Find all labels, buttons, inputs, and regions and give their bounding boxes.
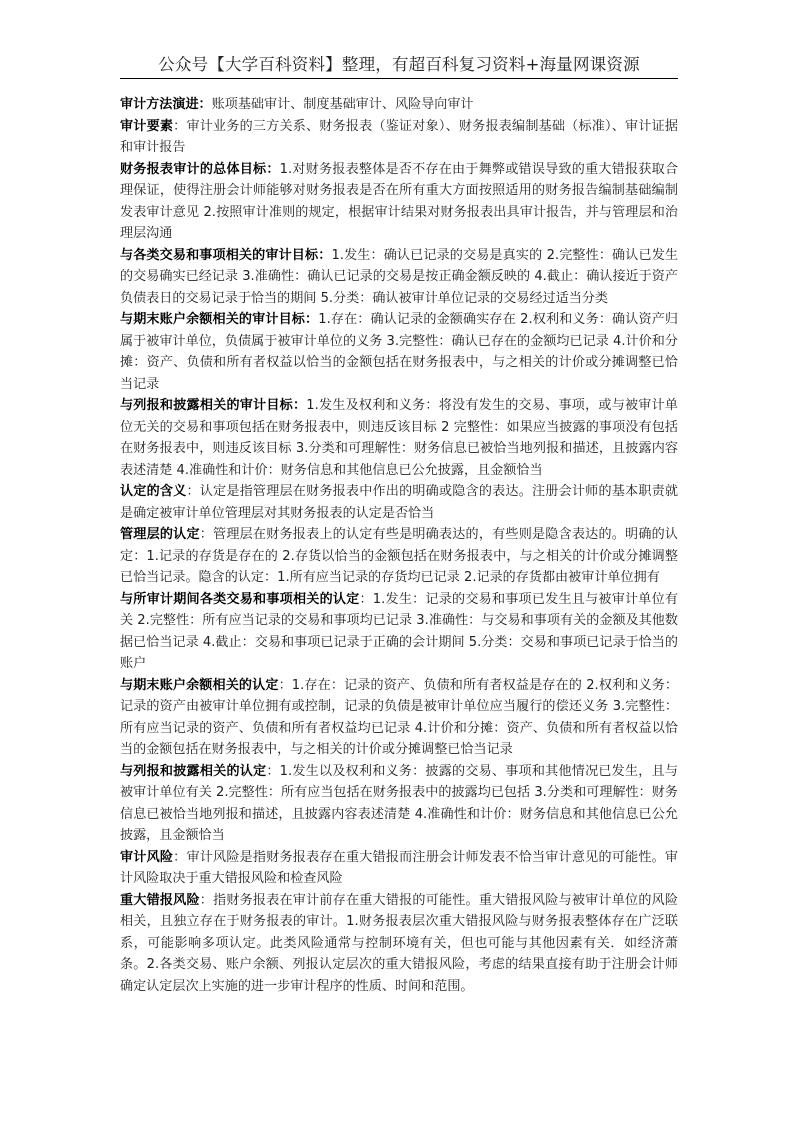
paragraph-overall-objective: [120, 159, 678, 245]
paragraph-label: 与各类交易和事项相关的审计目标：: [120, 247, 332, 263]
paragraph-disclosure-objectives: [120, 395, 678, 481]
paragraph-text: ：1.存在：记录的资产、负债和所有者权益是存在的 2.权利和义务：记录的资产由被审计单位拥有或控制，记录的负债是被审计单位应当履行的偿还义务 3.完整性：所有应当记录的资产、负债和所有者权益均已记录 4.计价和分摊：资产、负债和所有者权益以恰当的金额包括在财务报表中，与之相关的计价或分摊调整已恰当记录: [120, 677, 679, 757]
page-header: 公众号【大学百科资料】整理，有超百科复习资料+海量网课资源: [158, 55, 640, 74]
paragraph-disclosure-assertions: [120, 761, 678, 847]
paragraph-text: ：管理层在财务报表上的认定有些是明确表达的，有些则是隐含表达的。明确的认定：1.记录的存货是存在的 2.存货以恰当的金额包括在财务报表中，与之相关的计价或分摊调整已恰当记录。隐含的认定：1.所有应当记录的存货均已记录 2.记录的存货都由被审计单位拥有: [120, 527, 679, 585]
document-body: [120, 94, 678, 997]
paragraph-label: 重大错报风险: [120, 892, 200, 908]
paragraph-text: ：认定是指管理层在财务报表中作出的明确或隐含的表达。注册会计师的基本职责就是确定被审计单位管理层对其财务报表的认定是否恰当: [120, 484, 678, 521]
paragraph-audit-elements: [120, 116, 678, 159]
paragraph-label: 与所审计期间各类交易和事项相关的认定: [120, 591, 360, 607]
header-divider: [120, 78, 678, 79]
paragraph-label: 与列报和披露相关的认定: [120, 763, 267, 779]
paragraph-audit-method-evolution: [120, 94, 678, 116]
paragraph-label: 审计方法演进：: [120, 97, 212, 112]
paragraph-assertion-meaning: [120, 481, 678, 524]
paragraph-audit-risk: [120, 847, 678, 890]
paragraph-text: ：1.发生以及权利和义务：披露的交易、事项和其他情况已发生，且与被审计单位有关 2.完整性：所有应当包括在财务报表中的披露均已包括 3.分类和可理解性：财务信息已被恰当地列报和描述，且披露内容表述清楚 4.准确性和计价：财务信息和其他信息已公允披露，且金额恰当: [120, 763, 678, 843]
paragraph-label: 管理层的认定: [120, 527, 200, 542]
paragraph-label: 与列报和披露相关的审计目标：: [120, 398, 307, 413]
paragraph-label: 与期末账户余额相关的认定: [120, 677, 279, 693]
paragraph-text: ：审计风险是指财务报表存在重大错报而注册会计师发表不恰当审计意见的可能性。审计风险取决于重大错报风险和检查风险: [120, 849, 679, 886]
paragraph-text: 1.对财务报表整体是否不存在由于舞弊或错误导致的重大错报获取合理保证，使得注册会计师能够对财务报表是否在所有重大方面按照适用的财务报告编制基础编制发表审计意见 2.按照审计准则的规定，根据审计结果对财务报表出具审计报告，并与管理层和治理层沟通: [120, 161, 679, 241]
paragraph-balance-objectives: [120, 309, 678, 395]
paragraph-text: 1.发生及权利和义务：将没有发生的交易、事项，或与被审计单位无关的交易和事项包括在财务报表中，则违反该目标 2 完整性：如果应当披露的事项没有包括在财务报表中，则违反该目标 3.分类和可理解性：财务信息已被恰当地列报和描述，且披露内容表述清楚 4.准确性和计价：财务信息和其他信息已公允披露，且金额恰当: [120, 398, 679, 478]
paragraph-label: 审计风险: [120, 849, 174, 865]
paragraph-label: 认定的含义: [120, 484, 187, 499]
paragraph-management-assertions: [120, 524, 678, 589]
paragraph-balance-assertions: [120, 675, 678, 761]
paragraph-label: 审计要素: [120, 118, 174, 134]
paragraph-label: 财务报表审计的总体目标：: [120, 161, 280, 177]
paragraph-transaction-objectives: [120, 245, 678, 310]
paragraph-text: 1.存在：确认记录的金额确实存在 2.权利和义务：确认资产归属于被审计单位，负债属于被审计单位的义务 3.完整性：确认已存在的金额均已记录 4.计价和分摊：资产、负债和所有者权益以恰当的金额包括在财务报表中，与之相关的计价或分摊调整已恰当记录: [120, 312, 678, 392]
paragraph-transaction-assertions: [120, 589, 678, 675]
paragraph-text: ：1.发生：记录的交易和事项已发生且与被审计单位有关 2.完整性：所有应当记录的交易和事项均已记录 3.准确性：与交易和事项有关的金额及其他数据已恰当记录 4.截止：交易和事项已记录于正确的会计期间 5.分类：交易和事项已记录于恰当的账户: [120, 591, 679, 671]
paragraph-text: 账项基础审计、制度基础审计、风险导向审计: [211, 97, 474, 112]
paragraph-text: 1.发生：确认已记录的交易是真实的 2.完整性：确认已发生的交易确实已经记录 3.准确性：确认已记录的交易是按正确金额反映的 4.截止：确认接近于资产负债表日的交易记录于恰当的期间 5.分类：确认被审计单位记录的交易经过适当分类: [120, 247, 679, 306]
paragraph-text: ：指财务报表在审计前存在重大错报的可能性。重大错报风险与被审计单位的风险相关，且独立存在于财务报表的审计。1.财务报表层次重大错报风险与财务报表整体存在广泛联系，可能影响多项认定。此类风险通常与控制环境有关，但也可能与其他因素有关．如经济萧条。2.各类交易、账户余额、列报认定层次的重大错报风险，考虑的结果直接有助于注册会计师确定认定层次上实施的进一步审计程序的性质、时间和范围。: [120, 892, 679, 994]
paragraph-text: ：审计业务的三方关系、财务报表（鉴证对象）、财务报表编制基础（标准）、审计证据和审计报告: [120, 118, 679, 155]
paragraph-material-misstatement-risk: [120, 890, 678, 998]
paragraph-label: 与期末账户余额相关的审计目标：: [120, 312, 319, 327]
